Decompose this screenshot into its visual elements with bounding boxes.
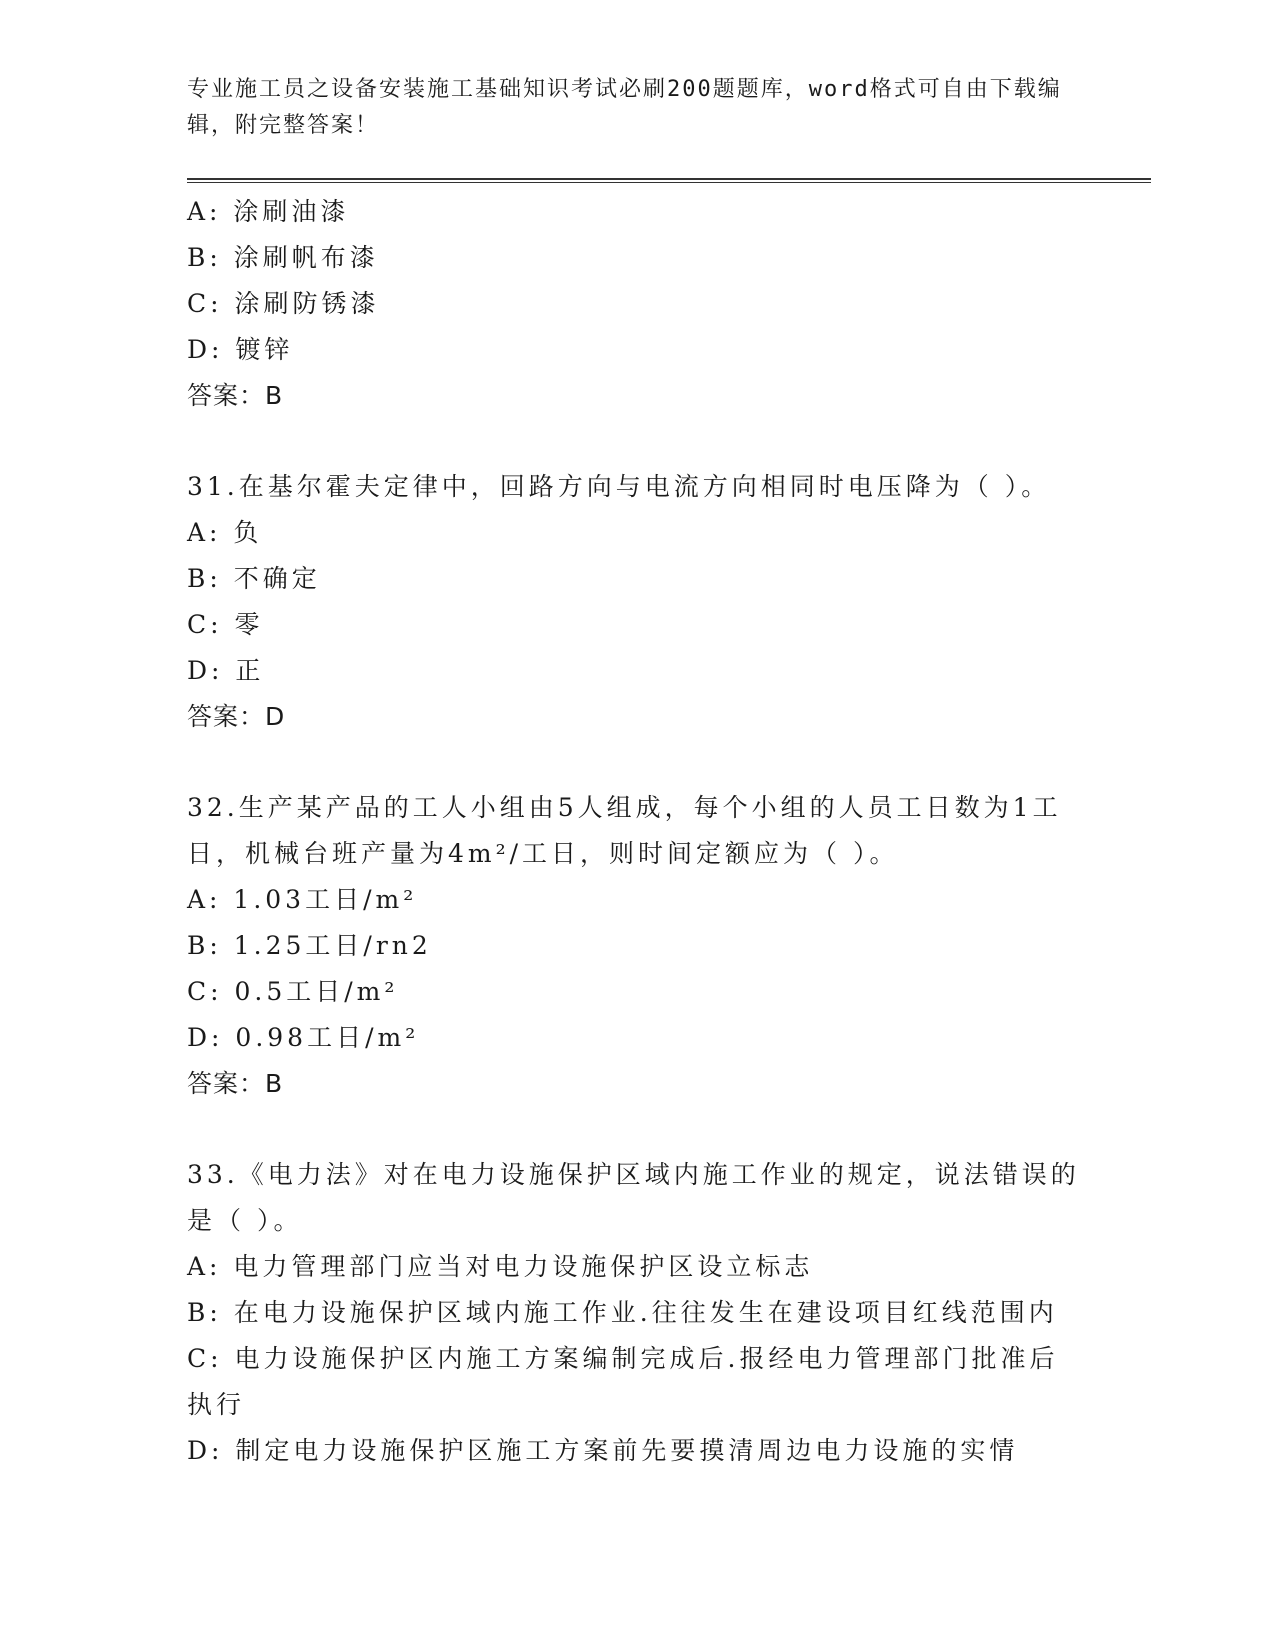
header-divider	[187, 178, 1151, 183]
document-header-title: 专业施工员之设备安装施工基础知识考试必刷200题题库，word格式可自由下载编辑，附完整答案！	[187, 77, 1062, 138]
question-stem: 31.在基尔霍夫定律中，回路方向与电流方向相同时电压降为（ ）。	[187, 472, 1051, 501]
option-a: A: 涂刷油漆	[187, 197, 350, 226]
option-b: B: 在电力设施保护区域内施工作业.往往发生在建设项目红线范围内	[187, 1298, 1058, 1327]
option-c: C: 零	[187, 610, 264, 639]
spacer	[187, 740, 1087, 785]
answer-line: 答案：D	[187, 702, 286, 731]
spacer	[187, 419, 1087, 464]
option-c: C: 涂刷防锈漆	[187, 289, 380, 318]
option-d: D: 正	[187, 656, 265, 685]
option-a: A: 电力管理部门应当对电力设施保护区设立标志	[187, 1252, 814, 1281]
answer-line: 答案：B	[187, 1069, 284, 1098]
option-b: B: 不确定	[187, 564, 321, 593]
question-block-31	[187, 464, 1087, 740]
option-c: C: 电力设施保护区内施工方案编制完成后.报经电力管理部门批准后执行	[187, 1344, 1059, 1419]
question-stem: 32.生产某产品的工人小组由5人组成，每个小组的人员工日数为1工日，机械台班产量为4m²/工日，则时间定额应为（ ）。	[187, 793, 1062, 868]
document-body	[187, 189, 1087, 1474]
question-stem: 33.《电力法》对在电力设施保护区域内施工作业的规定，说法错误的是（ ）。	[187, 1160, 1080, 1235]
spacer	[187, 1107, 1087, 1152]
option-d: D: 镀锌	[187, 335, 294, 364]
option-d: D: 0.98工日/m²	[187, 1023, 420, 1052]
option-d: D: 制定电力设施保护区施工方案前先要摸清周边电力设施的实情	[187, 1436, 1019, 1465]
option-a: A: 1.03工日/m²	[187, 885, 418, 914]
question-block-32	[187, 785, 1087, 1107]
option-a: A: 负	[187, 518, 263, 547]
answer-line: 答案：B	[187, 381, 284, 410]
option-b: B: 涂刷帆布漆	[187, 243, 379, 272]
question-block-33	[187, 1152, 1087, 1474]
option-c: C: 0.5工日/m²	[187, 977, 399, 1006]
question-block-30	[187, 189, 1087, 419]
option-b: B: 1.25工日/rn2	[187, 931, 432, 960]
